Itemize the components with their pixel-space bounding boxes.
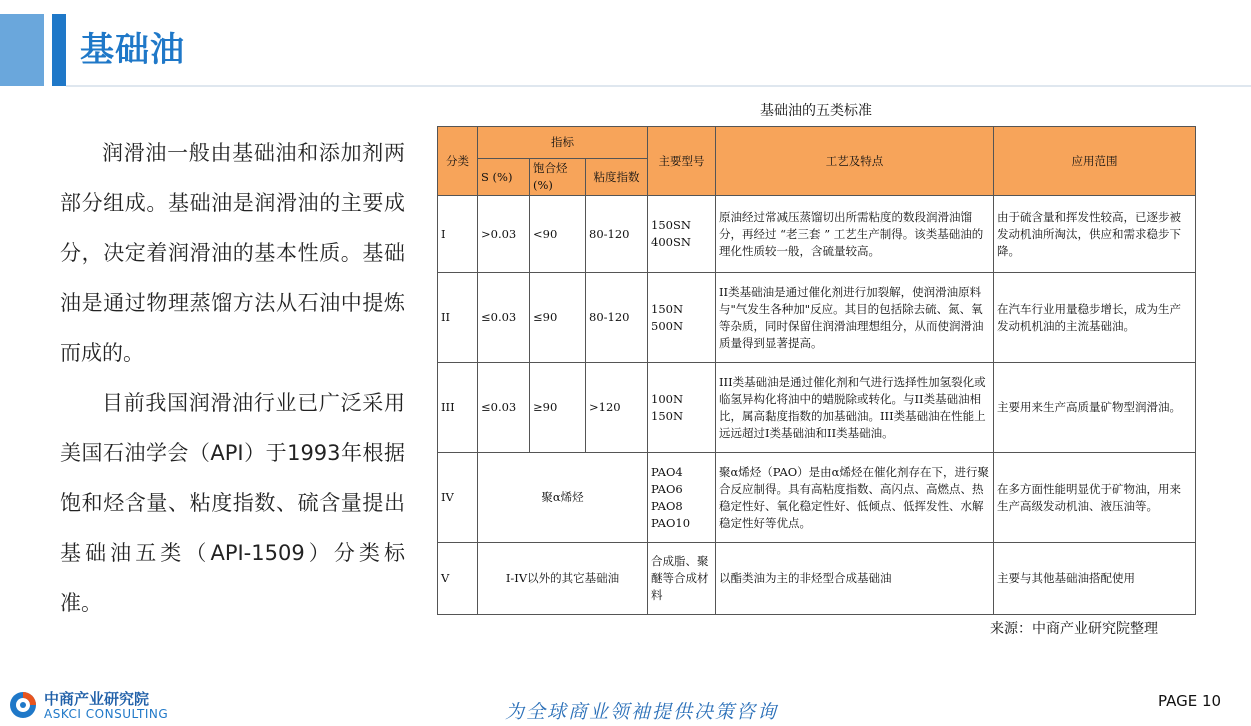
body-paragraph-1: 润滑油一般由基础油和添加剂两部分组成。基础油是润滑油的主要成分，决定着润滑油的基本性质。基础油是通过物理蒸馏方法从石油中提炼而成的。 — [60, 141, 405, 365]
cell-models: 100N 150N — [648, 363, 716, 453]
header-divider — [66, 85, 1251, 87]
company-logo — [8, 688, 208, 724]
header-sulfur: S (%) — [478, 159, 530, 196]
footer-slogan: 为全球商业领袖提供决策咨询 — [505, 701, 779, 723]
header-process: 工艺及特点 — [716, 127, 994, 196]
table-row — [438, 363, 1196, 453]
logo-mark-icon — [8, 690, 38, 720]
header-accent-light — [0, 14, 44, 86]
cell-application: 主要用来生产高质量矿物型润滑油。 — [994, 363, 1196, 453]
body-paragraph-2: 目前我国润滑油行业已广泛采用美国石油学会（API）于1993年根据饱和烃含量、粘度指数、硫含量提出基础油五类（API-1509）分类标准。 — [60, 391, 405, 615]
cell-models: 合成脂、聚醚等合成材料 — [648, 543, 716, 615]
cell-process: 以酯类油为主的非烃型合成基础油 — [716, 543, 994, 615]
cell-saturate: <90 — [530, 196, 586, 273]
table-row — [438, 543, 1196, 615]
table-row — [438, 453, 1196, 543]
cell-models: PAO4 PAO6 PAO8 PAO10 — [648, 453, 716, 543]
cell-merged-indicator: I-IV以外的其它基础油 — [478, 543, 648, 615]
header-viscosity: 粘度指数 — [586, 159, 648, 196]
cell-category: III — [438, 363, 478, 453]
cell-viscosity: 80-120 — [586, 273, 648, 363]
body-text — [60, 128, 405, 628]
header-indicator: 指标 — [478, 127, 648, 159]
logo-name-cn: 中商产业研究院 — [44, 690, 150, 708]
cell-viscosity: 80-120 — [586, 196, 648, 273]
cell-application: 在汽车行业用量稳步增长，成为生产发动机机油的主流基础油。 — [994, 273, 1196, 363]
header-category: 分类 — [438, 127, 478, 196]
cell-merged-indicator: 聚α烯烃 — [478, 453, 648, 543]
cell-sulfur: ≤0.03 — [478, 273, 530, 363]
table-row — [438, 196, 1196, 273]
page-number: PAGE 10 — [1158, 692, 1222, 710]
header-application: 应用范围 — [994, 127, 1196, 196]
table-caption: 基础油的五类标准 — [760, 103, 872, 119]
header-accent-dark — [52, 14, 66, 86]
source-note: 来源：中商产业研究院整理 — [990, 621, 1158, 637]
header-models: 主要型号 — [648, 127, 716, 196]
cell-application: 在多方面性能明显优于矿物油，用来生产高级发动机油、液压油等。 — [994, 453, 1196, 543]
logo-name-en: ASKCI CONSULTING — [44, 707, 169, 721]
header-saturate: 饱合烃(%) — [530, 159, 586, 196]
cell-process: III类基础油是通过催化剂和气进行选择性加氢裂化或临氢异构化将油中的蜡脱除或转化。与II类基础油相比，属高黏度指数的加基础油。III类基础油在性能上远远超过I类基础油和II类基础油。 — [716, 363, 994, 453]
cell-process: 聚α烯烃（PAO）是由α烯烃在催化剂存在下，进行聚合反应制得。具有高粘度指数、高闪点、高燃点、热稳定性好、氧化稳定性好、低倾点、低挥发性、水解稳定性好等优点。 — [716, 453, 994, 543]
cell-models: 150SN 400SN — [648, 196, 716, 273]
cell-process: II类基础油是通过催化剂进行加裂解，使润滑油原料与"气发生各种加"反应。其目的包括除去硫、氮、氧等杂质，同时保留住润滑油理想组分，从而使润滑油质量得到显著提高。 — [716, 273, 994, 363]
cell-category: V — [438, 543, 478, 615]
cell-sulfur: ≤0.03 — [478, 363, 530, 453]
cell-saturate: ≤90 — [530, 273, 586, 363]
cell-category: I — [438, 196, 478, 273]
cell-application: 由于硫含量和挥发性较高，已逐步被发动机油所淘汰，供应和需求稳步下降。 — [994, 196, 1196, 273]
page-title: 基础油 — [80, 30, 185, 70]
cell-application: 主要与其他基础油搭配使用 — [994, 543, 1196, 615]
cell-models: 150N 500N — [648, 273, 716, 363]
cell-viscosity: >120 — [586, 363, 648, 453]
cell-sulfur: >0.03 — [478, 196, 530, 273]
cell-category: IV — [438, 453, 478, 543]
cell-category: II — [438, 273, 478, 363]
cell-saturate: ≥90 — [530, 363, 586, 453]
base-oil-table — [437, 126, 1196, 615]
table-row — [438, 273, 1196, 363]
cell-process: 原油经过常减压蒸馏切出所需粘度的数段润滑油馏分，再经过 “老三套 ” 工艺生产制得。该类基础油的理化性质较一般，含硫量较高。 — [716, 196, 994, 273]
